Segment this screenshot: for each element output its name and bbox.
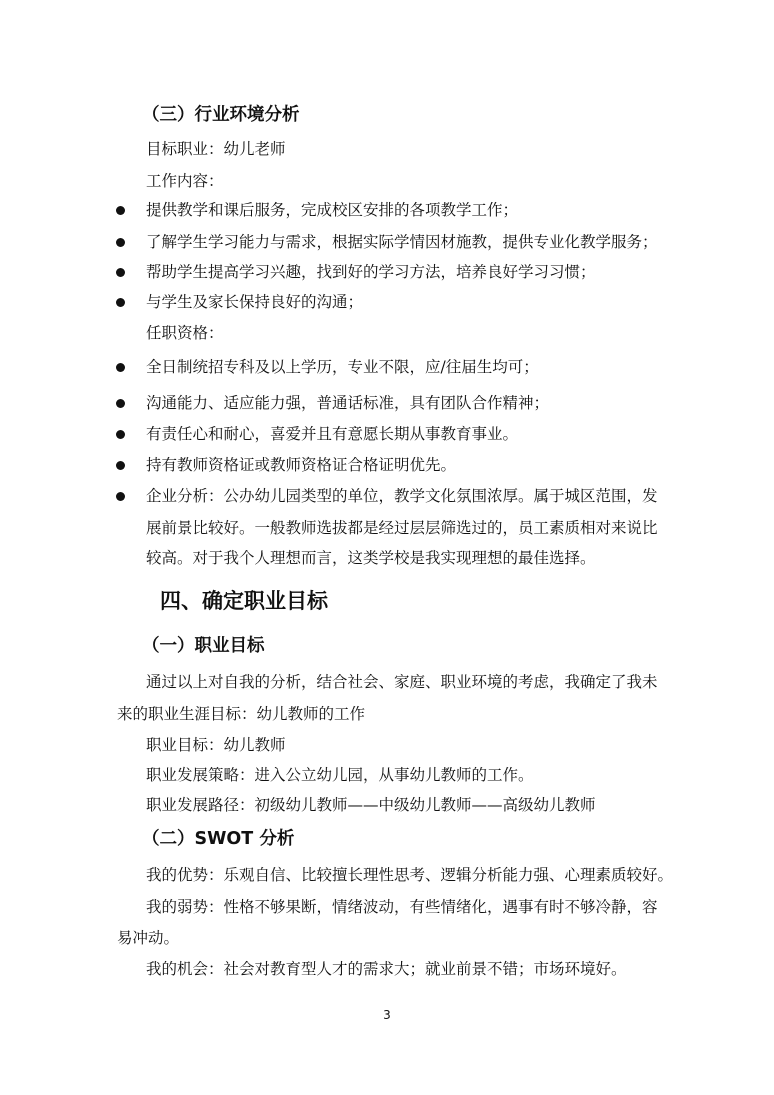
qualification-item: 沟通能力、适应能力强，普通话标准，具有团队合作精神； xyxy=(146,394,550,412)
section-heading-goal: 四、确定职业目标 xyxy=(160,589,328,613)
goal-paragraph-line: 来的职业生涯目标：幼儿教师的工作 xyxy=(117,705,366,723)
goal-paragraph-line: 通过以上对自我的分析，结合社会、家庭、职业环境的考虑，我确定了我未 xyxy=(146,673,658,691)
enterprise-analysis-line: 企业分析：公办幼儿园类型的单位，教学文化氛围浓厚。属于城区范围，发 xyxy=(146,487,658,505)
work-content-item: 帮助学生提高学习兴趣，找到好的学习方法，培养良好学习习惯； xyxy=(146,263,596,281)
enterprise-analysis-line: 展前景比较好。一般教师选拔都是经过层层筛选过的，员工素质相对来说比 xyxy=(146,519,658,537)
career-goal: 职业目标：幼儿教师 xyxy=(146,736,286,754)
work-content-label: 工作内容： xyxy=(146,172,224,190)
bullet-dot xyxy=(116,298,125,307)
swot-weaknesses-line: 我的弱势：性格不够果断，情绪波动，有些情绪化，遇事有时不够冷静，容 xyxy=(146,898,658,916)
subsection-heading-swot: （二）SWOT 分析 xyxy=(142,829,295,849)
swot-opportunities: 我的机会：社会对教育型人才的需求大；就业前景不错；市场环境好。 xyxy=(146,960,627,978)
qualification-item: 持有教师资格证或教师资格证合格证明优先。 xyxy=(146,456,457,474)
work-content-item: 提供教学和课后服务，完成校区安排的各项教学工作； xyxy=(146,201,519,219)
bullet-dot xyxy=(116,492,125,501)
enterprise-analysis-line: 较高。对于我个人理想而言，这类学校是我实现理想的最佳选择。 xyxy=(146,549,596,567)
bullet-dot xyxy=(116,268,125,277)
target-job: 目标职业：幼儿老师 xyxy=(146,140,286,158)
bullet-dot xyxy=(116,363,125,372)
qualification-item: 有责任心和耐心，喜爱并且有意愿长期从事教育事业。 xyxy=(146,425,519,443)
bullet-dot xyxy=(116,430,125,439)
bullet-dot xyxy=(116,461,125,470)
bullet-dot xyxy=(116,399,125,408)
work-content-item: 与学生及家长保持良好的沟通； xyxy=(146,293,364,311)
subsection-heading-career-goal: （一）职业目标 xyxy=(142,636,265,656)
career-path: 职业发展路径：初级幼儿教师——中级幼儿教师——高级幼儿教师 xyxy=(146,796,596,814)
page-number: 3 xyxy=(383,1008,391,1022)
qualification-item: 全日制统招专科及以上学历，专业不限，应/往届生均可； xyxy=(146,358,539,376)
bullet-dot xyxy=(116,206,125,215)
swot-weaknesses-line: 易冲动。 xyxy=(117,929,180,947)
career-strategy: 职业发展策略：进入公立幼儿园，从事幼儿教师的工作。 xyxy=(146,766,534,784)
qualification-label: 任职资格： xyxy=(146,324,224,342)
work-content-item: 了解学生学习能力与需求，根据实际学情因材施教，提供专业化教学服务； xyxy=(146,233,658,251)
bullet-dot xyxy=(116,238,125,247)
swot-strengths: 我的优势：乐观自信、比较擅长理性思考、逻辑分析能力强、心理素质较好。 xyxy=(146,866,674,884)
section-heading-industry: （三）行业环境分析 xyxy=(142,105,300,125)
